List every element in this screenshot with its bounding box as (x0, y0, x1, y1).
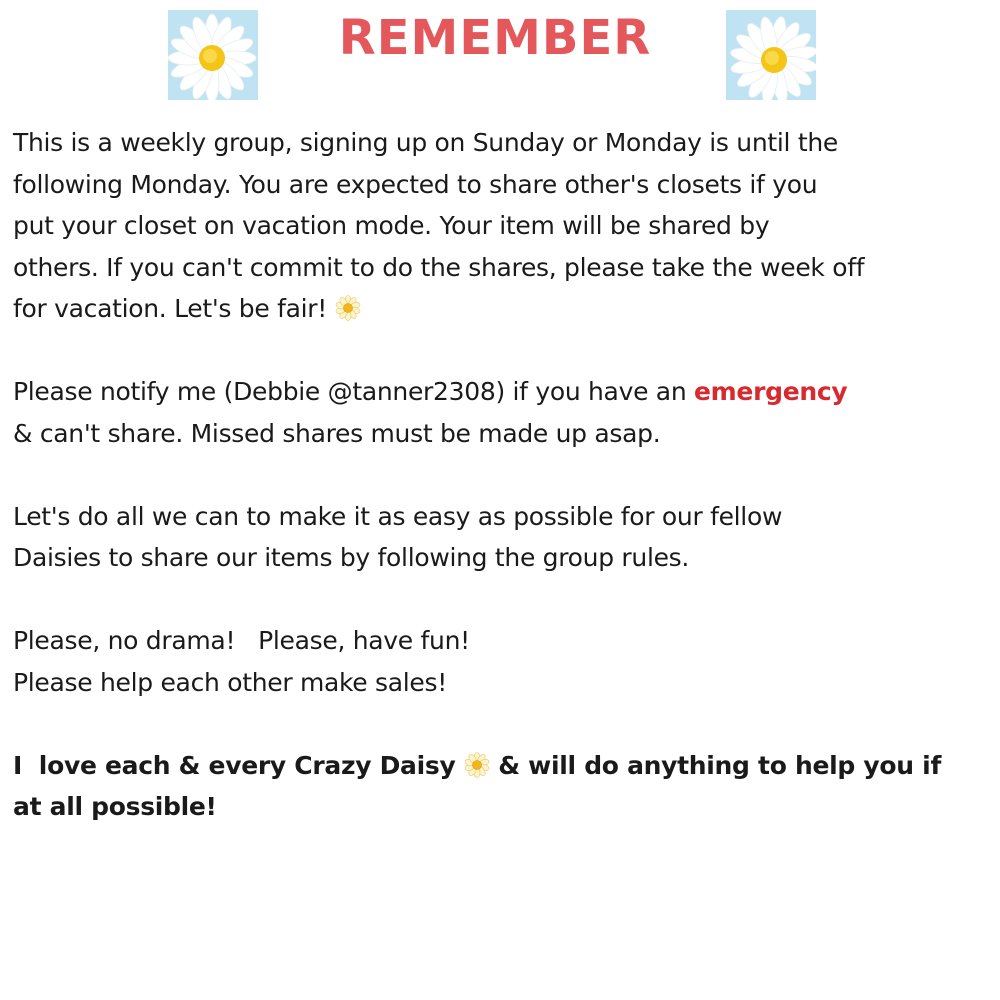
text-segment: Please notify me (Debbie @tanner2308) if you have an (13, 377, 695, 406)
daisy-flower-icon (168, 10, 258, 100)
text-line: & can't share. Missed shares must be made up asap. (13, 418, 661, 448)
paragraph-love-daisies (13, 745, 998, 828)
text-line: at all possible! (13, 792, 217, 821)
daisy-flower-icon (726, 10, 816, 100)
text-segment: for vacation. Let's be fair! (13, 294, 327, 323)
text-line (13, 288, 998, 330)
daisy-emoji-icon (464, 752, 490, 778)
page-title: REMEMBER (338, 10, 652, 66)
text-line: others. If you can't commit to do the shares, please take the week off (13, 252, 865, 282)
header (0, 0, 1000, 110)
text-line: Let's do all we can to make it as easy as possible for our fellow (13, 501, 783, 531)
rules-text (13, 122, 998, 828)
text-line: Please, no drama! Please, have fun! (13, 626, 470, 655)
paragraph-no-drama (13, 620, 998, 703)
emergency-highlight: emergency (694, 377, 848, 406)
daisy-emoji-icon (335, 295, 361, 321)
text-line: put your closet on vacation mode. Your item will be shared by (13, 211, 770, 240)
text-line: Daisies to share our items by following the group rules. (13, 543, 690, 572)
paragraph-emergency (13, 371, 998, 454)
paragraph-easy-sharing (13, 496, 998, 579)
text-line: This is a weekly group, signing up on Sunday or Monday is until the (13, 128, 838, 157)
text-segment: & will do anything to help you if (489, 750, 942, 780)
text-line: Please help each other make sales! (13, 667, 447, 697)
text-line (13, 745, 998, 787)
text-line (13, 371, 998, 413)
text-segment: I love each & every Crazy Daisy (13, 750, 464, 780)
text-line: following Monday. You are expected to share other's closets if you (13, 169, 818, 199)
paragraph-weekly-group (13, 122, 998, 330)
